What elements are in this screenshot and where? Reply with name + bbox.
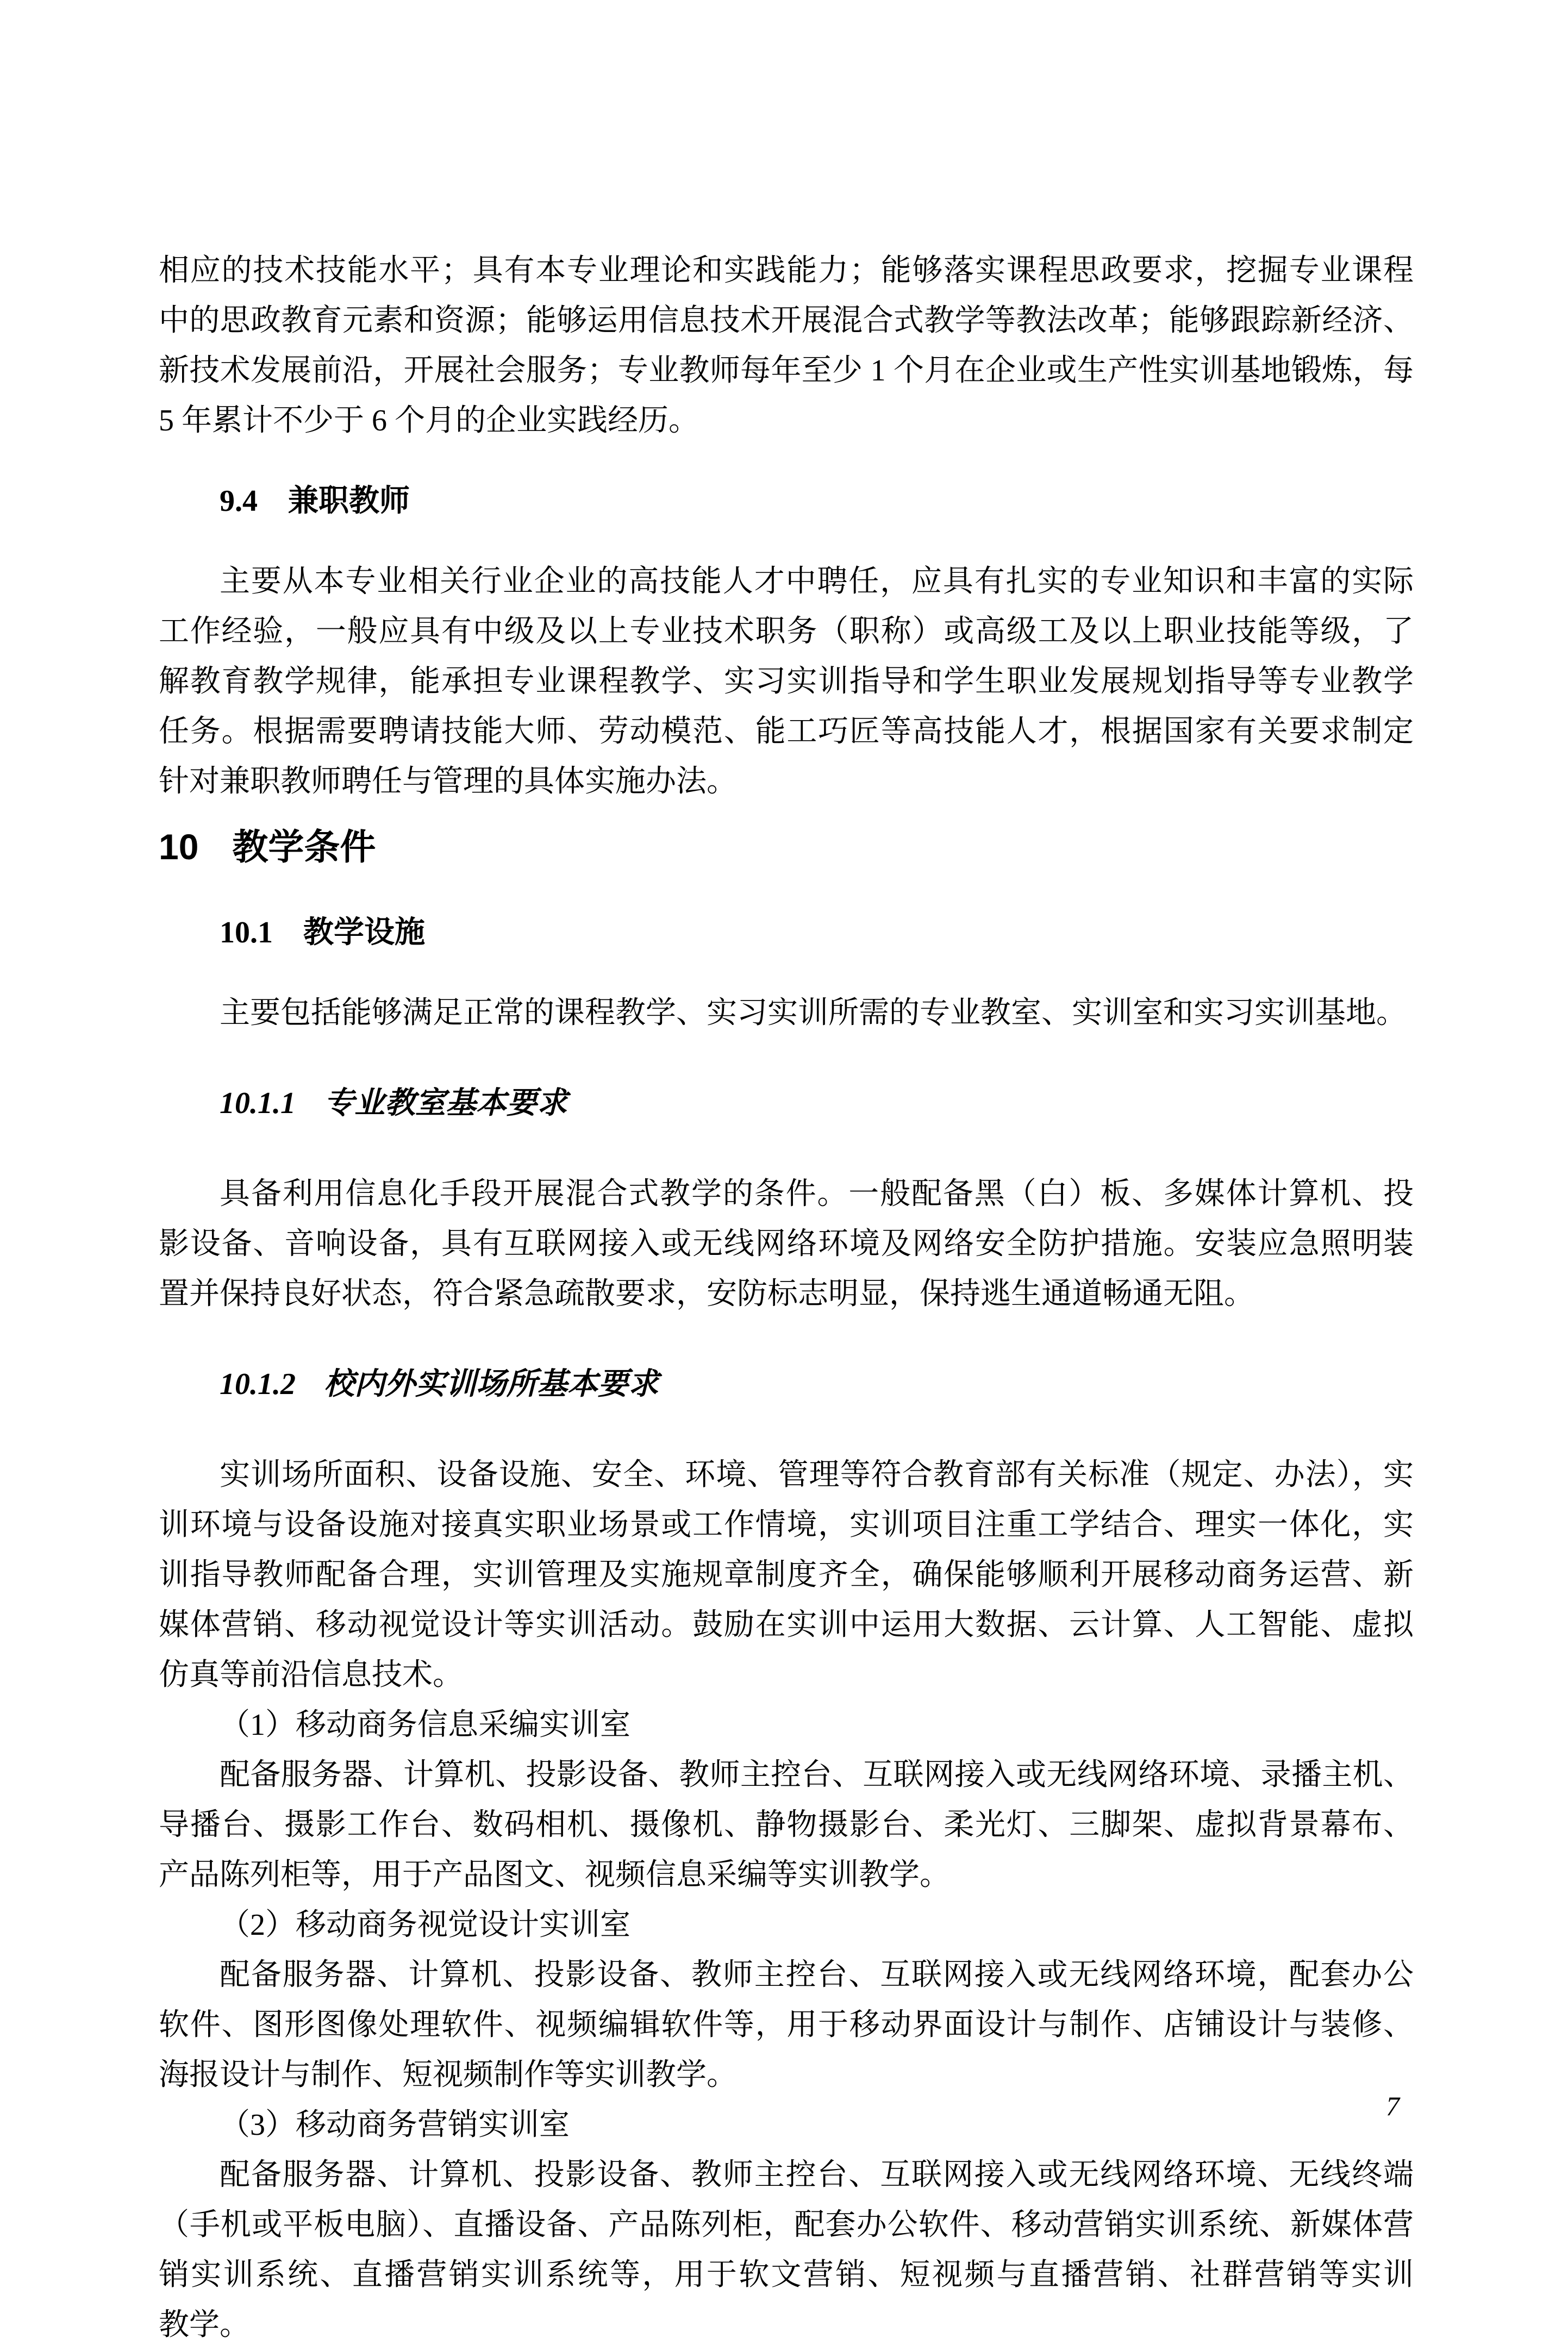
text-line: 主要包括能够满足正常的课程教学、实习实训所需的专业教室、实训室和实习实训基地。 [220, 996, 1407, 1030]
text-line: 任务。根据需要聘请技能大师、劳动模范、能工巧匠等高技能人才，根据国家有关要求制定 [159, 715, 1414, 748]
heading-title: 专业教室基本要求 [324, 1086, 567, 1121]
heading-10-1-2-training-site-requirements [159, 1359, 1414, 1409]
text-line: 海报设计与制作、短视频制作等实训教学。 [159, 2058, 737, 2092]
text-line: 中的思政教育元素和资源；能够运用信息技术开展混合式教学等教法改革；能够跟踪新经济、 [159, 304, 1414, 338]
heading-number: 10.1.2 [220, 1367, 296, 1402]
text-line: 教学。 [159, 2308, 250, 2342]
text-line: 相应的技术技能水平；具有本专业理论和实践能力；能够落实课程思政要求，挖掘专业课程 [159, 254, 1414, 288]
text-line: 主要从本专业相关行业企业的高技能人才中聘任，应具有扎实的专业知识和丰富的实际 [220, 565, 1414, 598]
paragraph-room-1-equipment [159, 1750, 1414, 1900]
heading-number: 10.1.1 [220, 1086, 296, 1121]
text-line: （1）移动商务信息采编实训室 [220, 1708, 630, 1742]
text-line: 针对兼职教师聘任与管理的具体实施办法。 [159, 765, 737, 798]
text-line: 新技术发展前沿，开展社会服务；专业教师每年至少 1 个月在企业或生产性实训基地锻炼，每 [159, 354, 1414, 388]
text-line: 配备服务器、计算机、投影设备、教师主控台、互联网接入或无线网络环境、无线终端 [220, 2158, 1414, 2192]
text-line: 销实训系统、直播营销实训系统等，用于软文营销、短视频与直播营销、社群营销等实训 [159, 2258, 1414, 2292]
text-line: （3）移动商务营销实训室 [220, 2108, 570, 2142]
heading-10-1-teaching-facilities [159, 908, 1414, 958]
room-3-title-line [159, 2100, 1414, 2150]
heading-9-4-part-time-teachers [159, 476, 1414, 526]
heading-title: 教学设施 [303, 916, 425, 949]
heading-10-teaching-conditions [159, 816, 1414, 877]
paragraph-training-site-requirements [159, 1450, 1414, 1700]
room-2-title-line [159, 1900, 1414, 1950]
text-line: 实训场所面积、设备设施、安全、环境、管理等符合教育部有关标准（规定、办法），实 [220, 1458, 1414, 1492]
paragraph-teaching-facilities-intro [159, 988, 1414, 1038]
page-number: 7 [1386, 2091, 1400, 2121]
paragraph-classroom-requirements [159, 1169, 1414, 1319]
text-line: （2）移动商务视觉设计实训室 [220, 1908, 630, 1942]
text-line: （手机或平板电脑）、直播设备、产品陈列柜，配套办公软件、移动营销实训系统、新媒体营 [159, 2208, 1414, 2242]
paragraph-room-3-equipment [159, 2150, 1414, 2350]
heading-number: 9.4 [220, 484, 258, 518]
heading-number: 10 [159, 827, 199, 867]
text-line: 配备服务器、计算机、投影设备、教师主控台、互联网接入或无线网络环境、录播主机、 [220, 1758, 1414, 1792]
text-line: 媒体营销、移动视觉设计等实训活动。鼓励在实训中运用大数据、云计算、人工智能、虚拟 [159, 1608, 1414, 1642]
text-line: 影设备、音响设备，具有互联网接入或无线网络环境及网络安全防护措施。安装应急照明装 [159, 1227, 1414, 1261]
paragraph-room-2-equipment [159, 1950, 1414, 2100]
heading-title: 校内外实训场所基本要求 [324, 1367, 659, 1402]
page-content [159, 246, 1414, 2350]
paragraph-part-time-teachers [159, 557, 1414, 807]
text-line: 具备利用信息化手段开展混合式教学的条件。一般配备黑（白）板、多媒体计算机、投 [220, 1177, 1414, 1211]
text-line: 训环境与设备设施对接真实职业场景或工作情境，实训项目注重工学结合、理实一体化，实 [159, 1508, 1414, 1542]
text-line: 配备服务器、计算机、投影设备、教师主控台、互联网接入或无线网络环境，配套办公 [220, 1958, 1414, 1992]
text-line: 解教育教学规律，能承担专业课程教学、实习实训指导和学生职业发展规划指导等专业教学 [159, 665, 1414, 698]
heading-number: 10.1 [220, 916, 273, 949]
text-line: 工作经验，一般应具有中级及以上专业技术职务（职称）或高级工及以上职业技能等级，了 [159, 615, 1414, 648]
text-line: 置并保持良好状态，符合紧急疏散要求，安防标志明显，保持逃生通道畅通无阻。 [159, 1277, 1254, 1311]
heading-title: 教学条件 [232, 827, 376, 867]
text-line: 导播台、摄影工作台、数码相机、摄像机、静物摄影台、柔光灯、三脚架、虚拟背景幕布、 [159, 1808, 1414, 1842]
text-line: 5 年累计不少于 6 个月的企业实践经历。 [159, 404, 699, 438]
heading-10-1-1-classroom-requirements [159, 1078, 1414, 1128]
text-line: 软件、图形图像处理软件、视频编辑软件等，用于移动界面设计与制作、店铺设计与装修、 [159, 2008, 1414, 2042]
text-line: 产品陈列柜等，用于产品图文、视频信息采编等实训教学。 [159, 1858, 950, 1892]
room-1-title-line [159, 1700, 1414, 1750]
heading-title: 兼职教师 [288, 484, 410, 518]
text-line: 仿真等前沿信息技术。 [159, 1658, 463, 1692]
text-line: 训指导教师配备合理，实训管理及实施规章制度齐全，确保能够顺利开展移动商务运营、新 [159, 1558, 1414, 1592]
paragraph-teacher-ability-continued [159, 246, 1414, 446]
